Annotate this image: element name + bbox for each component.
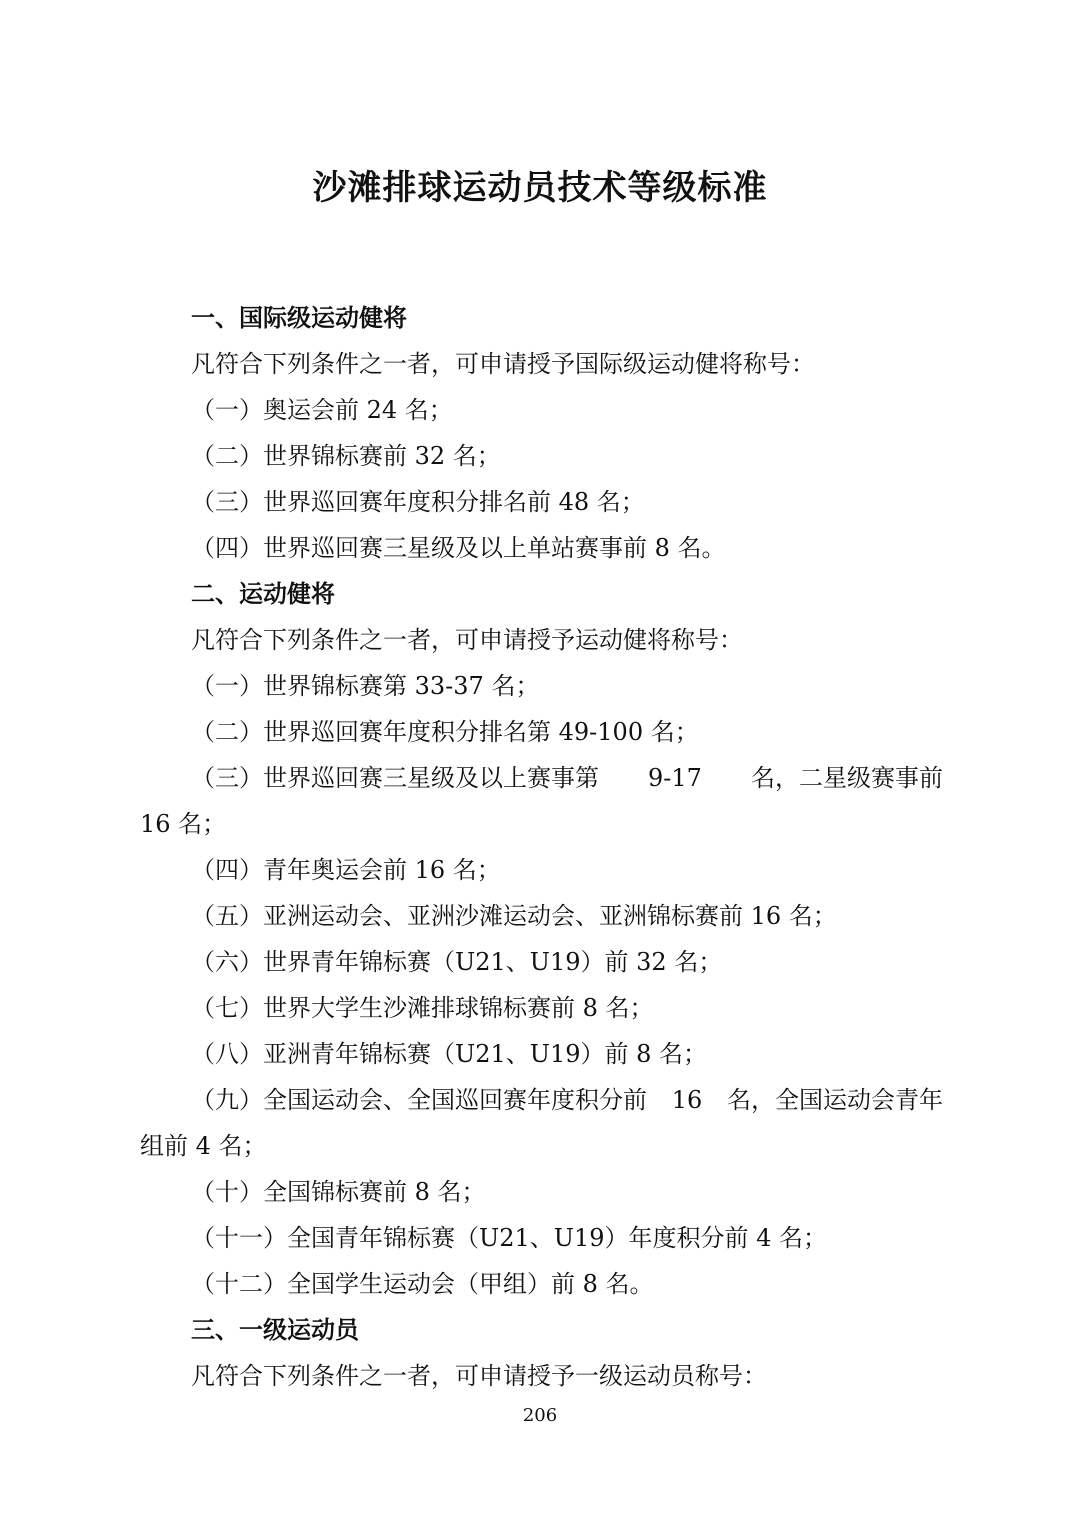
list-item-continuation: 组前 4 名； — [140, 1132, 267, 1160]
list-item: （三）世界巡回赛年度积分排名前 48 名； — [191, 488, 645, 516]
section-intro: 凡符合下列条件之一者，可申请授予一级运动员称号： — [191, 1362, 767, 1390]
list-item: （二）世界锦标赛前 32 名； — [191, 442, 501, 470]
list-item: （六）世界青年锦标赛（U21、U19）前 32 名； — [191, 948, 723, 976]
list-item-continuation: 16 名； — [140, 810, 227, 838]
section-heading-master: 二、运动健将 — [191, 580, 335, 608]
list-item: （四）青年奥运会前 16 名； — [191, 856, 501, 884]
list-item: （一）奥运会前 24 名； — [191, 396, 453, 424]
list-item: （十一）全国青年锦标赛（U21、U19）年度积分前 4 名； — [191, 1224, 828, 1252]
list-item-part: （九）全国运动会、全国巡回赛年度积分前 — [191, 1086, 647, 1114]
list-item-part: 16 — [671, 1086, 703, 1114]
list-item-part: 名，二星级赛事前 — [750, 764, 943, 792]
list-item: （八）亚洲青年锦标赛（U21、U19）前 8 名； — [191, 1040, 708, 1068]
section-heading-first-class: 三、一级运动员 — [191, 1316, 359, 1344]
section-intro: 凡符合下列条件之一者，可申请授予运动健将称号： — [191, 626, 743, 654]
list-item-justified — [191, 1085, 943, 1115]
list-item-part: 名，全国运动会青年 — [726, 1086, 943, 1114]
list-item: （七）世界大学生沙滩排球锦标赛前 8 名； — [191, 994, 654, 1022]
list-item: （十二）全国学生运动会（甲组）前 8 名。 — [191, 1270, 654, 1298]
section-intro: 凡符合下列条件之一者，可申请授予国际级运动健将称号： — [191, 350, 815, 378]
list-item: （十）全国锦标赛前 8 名； — [191, 1178, 486, 1206]
page-title: 沙滩排球运动员技术等级标准 — [312, 168, 768, 208]
list-item: （五）亚洲运动会、亚洲沙滩运动会、亚洲锦标赛前 16 名； — [191, 902, 837, 930]
list-item-part: （三）世界巡回赛三星级及以上赛事第 — [191, 764, 599, 792]
list-item: （四）世界巡回赛三星级及以上单站赛事前 8 名。 — [191, 534, 726, 562]
page-number: 206 — [522, 1405, 558, 1426]
list-item-justified — [191, 763, 943, 793]
list-item: （二）世界巡回赛年度积分排名第 49-100 名； — [191, 718, 699, 746]
list-item: （一）世界锦标赛第 33-37 名； — [191, 672, 540, 700]
list-item-part: 9-17 — [648, 764, 702, 792]
section-heading-international-master: 一、国际级运动健将 — [191, 304, 407, 332]
